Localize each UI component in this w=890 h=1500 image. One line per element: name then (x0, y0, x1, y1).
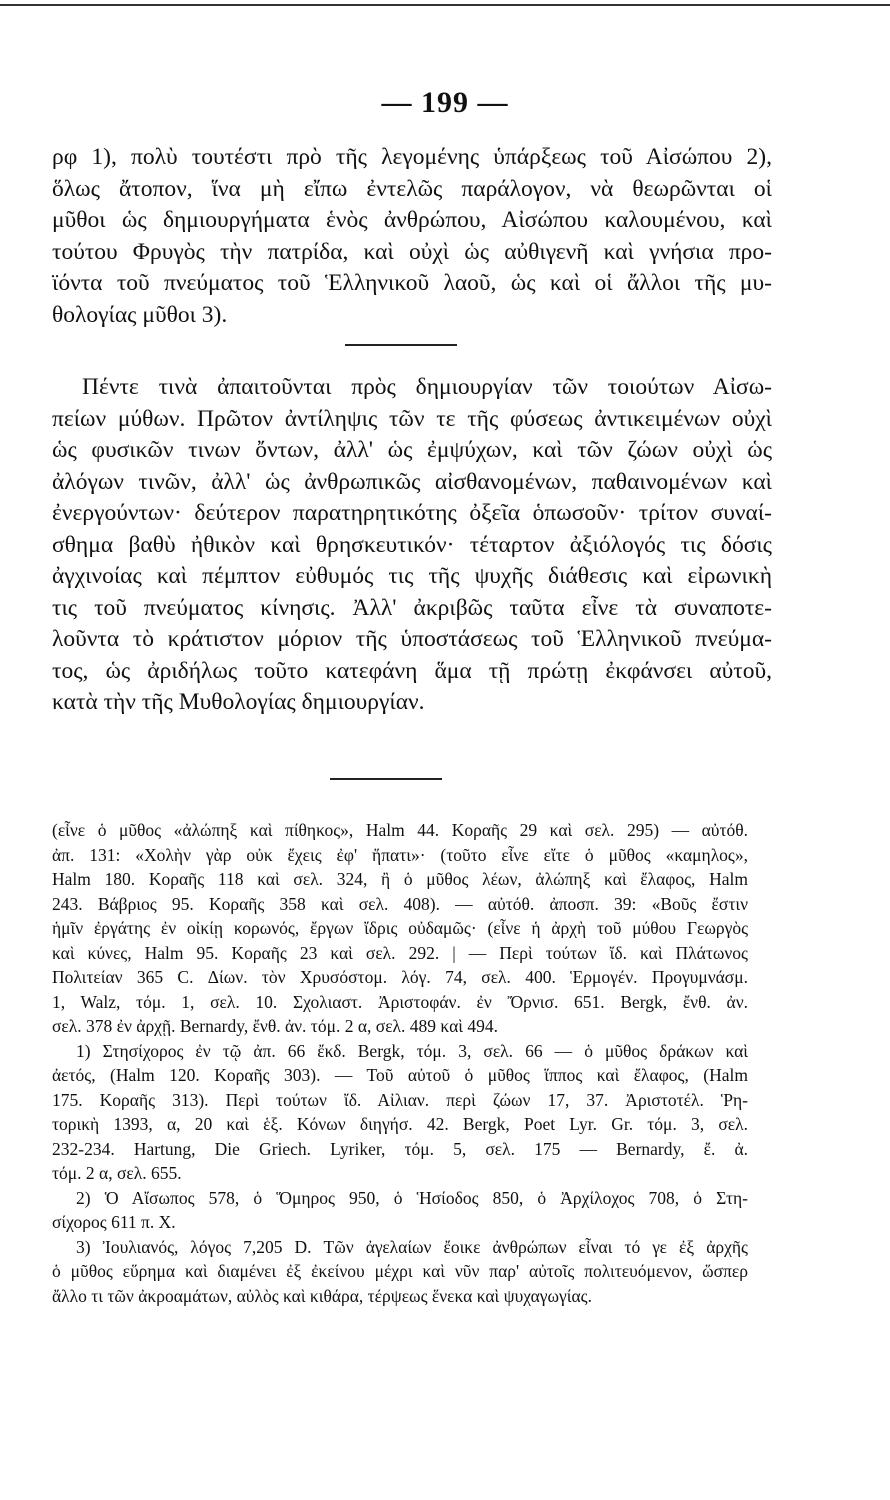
paragraph-2 (52, 372, 772, 719)
note-line: 1, Walz, τόμ. 1, σελ. 10. Σχολιαστ. Ἀριστοφάν. ἐν Ὄρνισ. 651. Bergk, ἔνθ. ἀν. (52, 991, 748, 1012)
footnote-separator (330, 778, 442, 780)
footnotes (52, 818, 748, 1308)
note-line: 1) Στησίχορος ἐν τῷ ἀπ. 66 ἔκδ. Bergk, τόμ. 3, σελ. 66 — ὁ μῦθος δράκων καὶ (76, 1040, 748, 1061)
note-line: ἡμῖν ἐργάτης ἐν οἰκίῃ κορωνός, ἔργων ἴδρις οὐδαμῶς· (εἶνε ἡ ἀρχὴ τοῦ μύθου Γεωργὸς (52, 918, 748, 938)
text-line: ὡς φυσικῶν τινων ὄντων, ἀλλ' ὡς ἐμψύχων, καὶ τῶν ζώων οὐχὶ ὡς (52, 437, 772, 463)
text-line: πείων μύθων. Πρῶτον ἀντίληψις τῶν τε τῆς φύσεως ἀντικειμένων οὐχὶ (52, 405, 772, 432)
note-line: σίχορος 611 π. Χ. (52, 1212, 176, 1232)
text-line: τούτου Φρυγὸς τὴν πατρίδα, καὶ οὐχὶ ὡς αὐθιγενῆ καὶ γνήσια προ- (52, 238, 772, 265)
text-line: τις τοῦ πνεύματος κίνησις. Ἀλλ' ἀκριβῶς ταῦτα εἶνε τὰ συναποτε- (52, 594, 772, 621)
note-line: Πολιτείαν 365 C. Δίων. τὸν Χρυσόστομ. λόγ. 74, σελ. 400. Ἑρμογέν. Προγυμνάσμ. (52, 967, 748, 987)
footnote-continuation (52, 818, 748, 1039)
note-line: Halm 180. Κοραῆς 118 καὶ σελ. 324, ἢ ὁ μῦθος λέων, ἀλώπηξ καὶ ἔλαφος, Halm (52, 869, 748, 889)
page-number: — 199 — (381, 86, 509, 119)
note-line: καὶ κύνες, Halm 95. Κοραῆς 23 καὶ σελ. 292. | — Περὶ τούτων ἴδ. καὶ Πλάτωνος (52, 942, 748, 963)
footnote-3 (52, 1235, 748, 1309)
text-line: Πέντε τινὰ ἀπαιτοῦνται πρὸς δημιουργίαν τῶν τοιούτων Αἰσω- (82, 374, 772, 400)
text-line: ρφ 1), πολὺ τουτέστι πρὸ τῆς λεγομένης ὑπάρξεως τοῦ Αἰσώπου 2), (52, 144, 772, 170)
note-line: ἀπ. 131: «Χολὴν γὰρ οὐκ ἔχεις ἐφ' ἥπατι»· (τοῦτο εἶνε εἴτε ὁ μῦθος «καμηλος», (52, 844, 748, 865)
note-line: 175. Κοραῆς 313). Περὶ τούτων ἴδ. Αἰλιαν. περὶ ζώων 17, 37. Ἀριστοτέλ. Ῥη- (52, 1089, 748, 1110)
text-line: ὅλως ἄτοπον, ἵνα μὴ εἴπω ἐντελῶς παράλογον, νὰ θεωρῶνται οἱ (52, 175, 772, 202)
note-line: σελ. 378 ἐν ἀρχῇ. Bernardy, ἔνθ. ἀν. τόμ. 2 α, σελ. 489 καὶ 494. (52, 1016, 498, 1036)
top-edge-rule (0, 4, 890, 6)
text-line: ἀλόγων τινῶν, ἀλλ' ὡς ἀνθρωπικῶς αἰσθανομένων, παθαινομένων καὶ (52, 468, 772, 495)
paragraph-1 (52, 142, 772, 331)
text-line: θολογίας μῦθοι 3). (52, 301, 228, 328)
footnote-1 (52, 1039, 748, 1186)
text-line: σθημα βαθὺ ἠθικὸν καὶ θρησκευτικόν· τέταρτον ἀξιόλογός τις δόσις (52, 531, 772, 558)
note-line: ἀετός, (Halm 120. Κοραῆς 303). — Τοῦ αὐτοῦ ὁ μῦθος ἵππος καὶ ἔλαφος, (Halm (52, 1065, 748, 1085)
text-line: ἐνεργούντων· δεύτερον παρατηρητικότης ὀξεῖα ὁπωσοῦν· τρίτον συναί- (52, 500, 772, 526)
note-line: 3) Ἰουλιανός, λόγος 7,205 D. Τῶν ἀγελαίων ἔοικε ἀνθρώπων εἶναι τό γε ἐξ ἀρχῆς (76, 1236, 748, 1257)
note-line: 232-234. Hartung, Die Griech. Lyriker, τόμ. 5, σελ. 175 — Bernardy, ἔ. ἀ. (52, 1138, 748, 1159)
text-line: κατὰ τὴν τῆς Μυθολογίας δημιουργίαν. (52, 689, 425, 715)
note-line: (εἶνε ὁ μῦθος «ἀλώπηξ καὶ πίθηκος», Halm 44. Κοραῆς 29 καὶ σελ. 295) — αὐτόθ. (52, 820, 748, 840)
note-line: ἄλλο τι τῶν ἀκροαμάτων, αὐλὸς καὶ κιθάρα, τέρψεως ἕνεκα καὶ ψυχαγωγίας. (52, 1285, 592, 1306)
text-line: λοῦντα τὸ κράτιστον μόριον τῆς ὑποστάσεως τοῦ Ἑλληνικοῦ πνεύμα- (52, 626, 772, 652)
note-line: τορικὴ 1393, α, 20 καὶ ἑξ. Κόνων διηγήσ. 42. Bergk, Poet Lyr. Gr. τόμ. 3, σελ. (52, 1114, 748, 1134)
section-separator (345, 344, 457, 346)
text-line: ϊόντα τοῦ πνεύματος τοῦ Ἑλληνικοῦ λαοῦ, ὡς καὶ οἱ ἄλλοι τῆς μυ- (52, 270, 772, 296)
note-line: 2) Ὁ Αἴσωπος 578, ὁ Ὅμηρος 950, ὁ Ἡσίοδος 850, ὁ Ἀρχίλοχος 708, ὁ Στη- (76, 1187, 748, 1208)
note-line: 243. Βάβριος 95. Κοραῆς 358 καὶ σελ. 408). — αὐτόθ. ἀποσπ. 39: «Βοῦς ἔστιν (52, 893, 748, 914)
note-line: ὁ μῦθος εὕρημα καὶ διαμένει ἐξ ἐκείνου μέχρι καὶ νῦν παρ' αὐτοῖς πολιτευόμενον, ὥσπερ (52, 1261, 748, 1281)
footnote-2 (52, 1186, 748, 1235)
text-line: μῦθοι ὡς δημιουργήματα ἑνὸς ἀνθρώπου, Αἰσώπου καλουμένου, καὶ (52, 207, 772, 233)
note-line: τόμ. 2 α, σελ. 655. (52, 1163, 182, 1183)
text-line: τος, ὡς ἀριδήλως τοῦτο κατεφάνη ἅμα τῇ πρώτῃ ἐκφάνσει αὐτοῦ, (52, 657, 772, 684)
text-line: ἀγχινοίας καὶ πέμπτον εὐθυμός τις τῆς ψυχῆς διάθεσις καὶ εἰρωνικὴ (52, 563, 772, 589)
